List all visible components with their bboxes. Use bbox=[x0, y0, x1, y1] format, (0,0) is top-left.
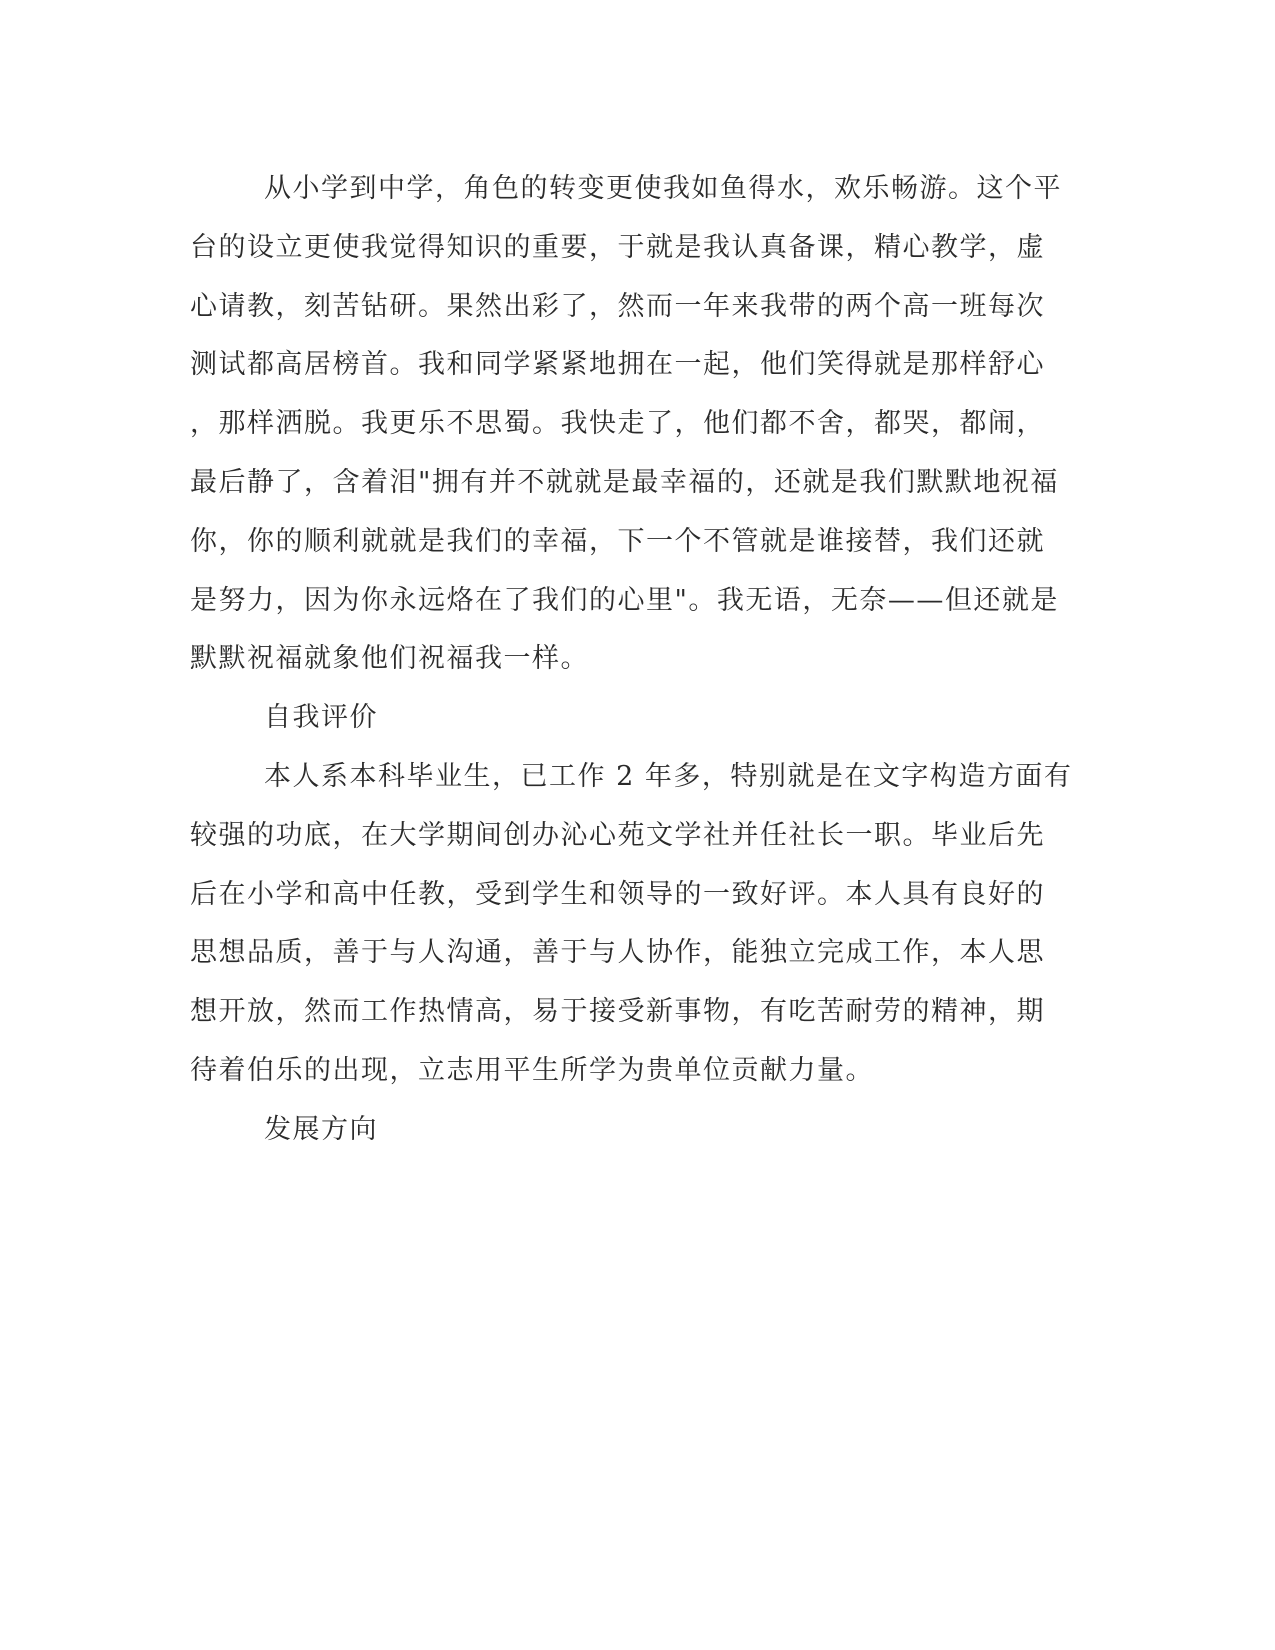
text-line: 从小学到中学，角色的转变更使我如鱼得水，欢乐畅游。这个平 bbox=[264, 173, 1062, 204]
paragraph-teaching-experience bbox=[190, 160, 1085, 689]
text-line: 心请教，刻苦钻研。果然出彩了，然而一年来我带的两个高一班每次 bbox=[190, 290, 1045, 322]
text-line: 默默祝福就象他们祝福我一样。 bbox=[190, 643, 589, 675]
text-line: 最后静了，含着泪"拥有并不就就是最幸福的，还就是我们默默地祝福 bbox=[190, 466, 1059, 498]
text-line: 台的设立更使我觉得知识的重要，于就是我认真备课，精心教学，虚 bbox=[190, 231, 1045, 263]
text-line: 思想品质，善于与人沟通，善于与人协作，能独立完成工作，本人思 bbox=[190, 937, 1045, 969]
section-heading-development-direction: 发展方向 bbox=[264, 1113, 378, 1145]
text-line: 你，你的顺利就就是我们的幸福，下一个不管就是谁接替，我们还就 bbox=[190, 525, 1045, 557]
paragraph-self-evaluation bbox=[190, 748, 1085, 1101]
text-line: 是努力，因为你永远烙在了我们的心里"。我无语，无奈——但还就是 bbox=[190, 584, 1059, 616]
text-line: ，那样洒脱。我更乐不思蜀。我快走了，他们都不舍，都哭，都闹， bbox=[190, 408, 1045, 440]
text-line: 测试都高居榜首。我和同学紧紧地拥在一起，他们笑得就是那样舒心 bbox=[190, 349, 1045, 381]
text-line: 本人系本科毕业生，已工作 2 年多，特别就是在文字构造方面有 bbox=[264, 760, 1073, 792]
text-line: 后在小学和高中任教，受到学生和领导的一致好评。本人具有良好的 bbox=[190, 878, 1045, 910]
text-line: 较强的功底，在大学期间创办沁心苑文学社并任社长一职。毕业后先 bbox=[190, 819, 1045, 851]
text-line: 想开放，然而工作热情高，易于接受新事物，有吃苦耐劳的精神，期 bbox=[190, 996, 1045, 1028]
document-body bbox=[190, 160, 1085, 1160]
text-line: 待着伯乐的出现，立志用平生所学为贵单位贡献力量。 bbox=[190, 1054, 874, 1086]
section-heading-self-evaluation: 自我评价 bbox=[264, 702, 378, 734]
